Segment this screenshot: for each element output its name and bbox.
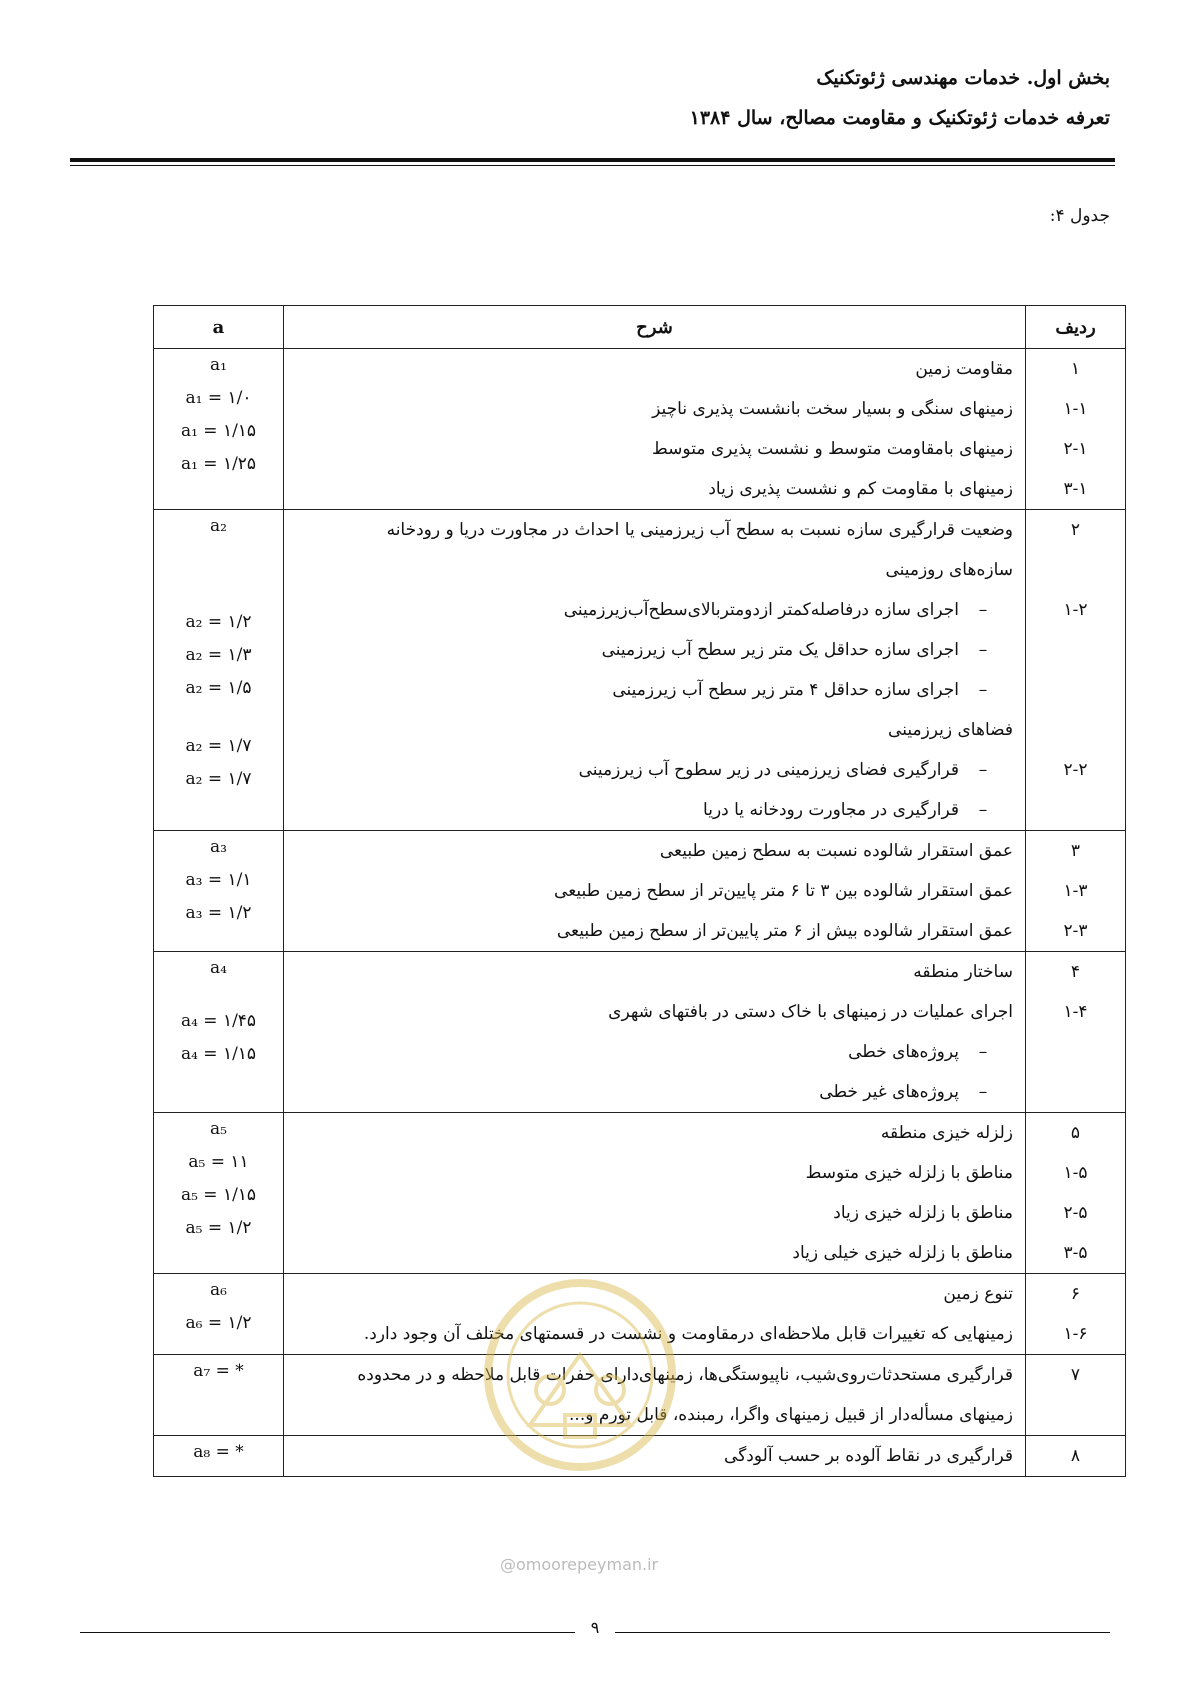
sharh: زمینهایی که تغییرات قابل ملاحظه‌ای درمقاومت و نشست در قسمتهای مختلف آن وجود دارد. [363,1324,1013,1344]
table-caption: جدول ۴: [1049,206,1110,226]
a-value: a₁ = ۱/۲۵ [180,454,257,474]
a-value: a₅ = ۱/۱۵ [180,1185,257,1205]
table-row [154,952,1126,1113]
sharh-cell [284,952,1026,1113]
radif: ۱ [1070,359,1081,379]
table-row [154,1274,1126,1355]
radif: ۱-۱ [1063,399,1088,419]
sharh-cell [284,831,1026,952]
sharh-cell [284,510,1026,831]
sharh: تنوع زمین [943,1284,1013,1304]
sharh: زلزله خیزی منطقه [880,1123,1013,1143]
a-cell [154,1355,284,1436]
a-value: a₃ [210,837,227,857]
a-value: a₅ = ۱/۲ [185,1218,252,1238]
table-row [154,510,1126,831]
a-value: a₄ [210,958,227,978]
a-value: a₆ [210,1280,227,1300]
radif-cell [1026,1436,1126,1477]
a-cell [154,1436,284,1477]
radif: ۶ [1070,1284,1081,1304]
radif-cell [1026,1113,1126,1274]
footer-rule-right [615,1632,1110,1633]
radif: ۱-۵ [1063,1163,1088,1183]
sharh: عمق استقرار شالوده بیش از ۶ متر پایین‌تر از سطح زمین طبیعی [556,921,1013,941]
a-cell [154,1274,284,1355]
sharh-bullet: – پروژه‌های غیر خطی [284,1072,1013,1112]
radif: ۳ [1070,841,1081,861]
sharh: عمق استقرار شالوده بین ۳ تا ۶ متر پایین‌تر از سطح زمین طبیعی [554,881,1013,901]
table-row [154,831,1126,952]
table-row [154,1436,1126,1477]
sharh-bullet: – اجرای سازه درفاصله‌کمتر ازدومتربالای‌سطح‌آب‌زیرزمینی [284,590,1013,630]
section-title: بخش اول. خدمات مهندسی ژئوتکنیک [816,67,1110,89]
sharh-cell [284,1355,1026,1436]
sharh: عمق استقرار شالوده نسبت به سطح زمین طبیعی [659,841,1013,861]
sharh: زمینهای سنگی و بسیار سخت بانشست پذیری ناچیز [652,399,1013,419]
table-row [154,1355,1126,1436]
sharh: قرارگیری در نقاط آلوده بر حسب آلودگی [724,1446,1013,1466]
a-value: a₅ = ۱۱ [188,1152,249,1172]
radif: ۱-۶ [1063,1324,1088,1344]
page-number: ۹ [590,1618,600,1637]
table-row [154,349,1126,510]
sharh: سازه‌های روزمینی [885,560,1013,580]
radif: ۷ [1070,1365,1081,1385]
sharh: زمینهای بامقاومت متوسط و نشست پذیری متوسط [652,439,1013,459]
header-sharh: شرح [284,306,1026,349]
sharh: مناطق با زلزله خیزی خیلی زیاد [792,1243,1013,1263]
radif: ۲-۳ [1063,921,1088,941]
footer-rule-left [80,1632,575,1633]
radif: ۲-۲ [1063,760,1088,780]
sharh: زمینهای با مقاومت کم و نشست پذیری زیاد [708,479,1013,499]
header-a: a [154,306,284,349]
sharh: زمینهای مسأله‌دار از قبیل زمینهای واگرا، رمبنده، قابل تورم و... [569,1405,1013,1425]
coefficient-table [153,305,1126,1477]
a-value: a₆ = ۱/۲ [185,1313,252,1333]
header-radif: ردیف [1026,306,1126,349]
a-value: a₂ = ۱/۲ [185,612,252,632]
radif: ۱-۳ [1063,881,1088,901]
a-value: a₄ = ۱/۱۵ [180,1044,257,1064]
radif-cell [1026,831,1126,952]
radif-cell [1026,510,1126,831]
document-title: تعرفه خدمات ژئوتکنیک و مقاومت مصالح، سال ۱۳۸۴ [689,107,1110,129]
radif: ۸ [1070,1446,1081,1466]
sharh: مقاومت زمین [915,359,1013,379]
table-header-row [154,306,1126,349]
header-rule-thin [70,165,1115,166]
a-cell [154,831,284,952]
sharh: مناطق با زلزله خیزی متوسط [805,1163,1013,1183]
a-value: a₂ = ۱/۵ [185,678,252,698]
watermark-text: @omoorepeyman.ir [500,1555,659,1574]
a-value: a₁ = ۱/۱۵ [180,421,257,441]
a-value: a₅ [210,1119,227,1139]
table-row [154,1113,1126,1274]
sharh-bullet: – قرارگیری فضای زیرزمینی در زیر سطوح آب زیرزمینی [284,750,1013,790]
a-value: a₂ = ۱/۷ [185,769,252,789]
radif: ۲ [1070,520,1081,540]
sharh-bullet: – اجرای سازه حداقل یک متر زیر سطح آب زیرزمینی [284,630,1013,670]
sharh-cell [284,1436,1026,1477]
radif: ۱-۲ [1063,600,1088,620]
radif: ۵ [1070,1123,1081,1143]
sharh: اجرای عملیات در زمینهای با خاک دستی در بافتهای شهری [608,1002,1013,1022]
page-header [80,58,1110,138]
a-value: a₂ = ۱/۷ [185,736,252,756]
radif: ۳-۵ [1063,1243,1088,1263]
radif-cell [1026,1355,1126,1436]
sharh-cell [284,349,1026,510]
a-value: a₈ = * [193,1442,244,1462]
radif: ۱-۴ [1063,1002,1088,1022]
a-value: a₁ [210,355,227,375]
radif: ۲-۱ [1063,439,1088,459]
a-cell [154,1113,284,1274]
a-value: a₃ = ۱/۲ [185,903,252,923]
radif: ۳-۱ [1063,479,1088,499]
radif-cell [1026,952,1126,1113]
a-value: a₇ = * [193,1361,244,1381]
radif: ۴ [1070,962,1081,982]
sharh: ساختار منطقه [913,962,1013,982]
sharh-cell [284,1274,1026,1355]
a-value: a₂ [210,516,227,536]
sharh: قرارگیری مستحدثات‌روی‌شیب، ناپیوستگی‌ها، زمینهای‌دارای حفرات قابل ملاحظه و در محدوده [357,1365,1013,1385]
a-cell [154,349,284,510]
a-value: a₁ = ۱/۰ [185,388,252,408]
sharh-bullet: – اجرای سازه حداقل ۴ متر زیر سطح آب زیرزمینی [284,670,1013,710]
sharh-bullet: – قرارگیری در مجاورت رودخانه یا دریا [284,790,1013,830]
a-cell [154,510,284,831]
radif-cell [1026,1274,1126,1355]
a-value: a₂ = ۱/۳ [185,645,252,665]
a-value: a₄ = ۱/۴۵ [180,1011,257,1031]
sharh: مناطق با زلزله خیزی زیاد [833,1203,1013,1223]
sharh: فضاهای زیرزمینی [888,720,1013,740]
radif: ۲-۵ [1063,1203,1088,1223]
sharh: وضعیت قرارگیری سازه نسبت به سطح آب زیرزمینی یا احداث در مجاورت دریا و رودخانه [386,520,1013,540]
a-cell [154,952,284,1113]
radif-cell [1026,349,1126,510]
sharh-bullet: – پروژه‌های خطی [284,1032,1013,1072]
sharh-cell [284,1113,1026,1274]
header-rule-thick [70,158,1115,162]
a-value: a₃ = ۱/۱ [185,870,252,890]
